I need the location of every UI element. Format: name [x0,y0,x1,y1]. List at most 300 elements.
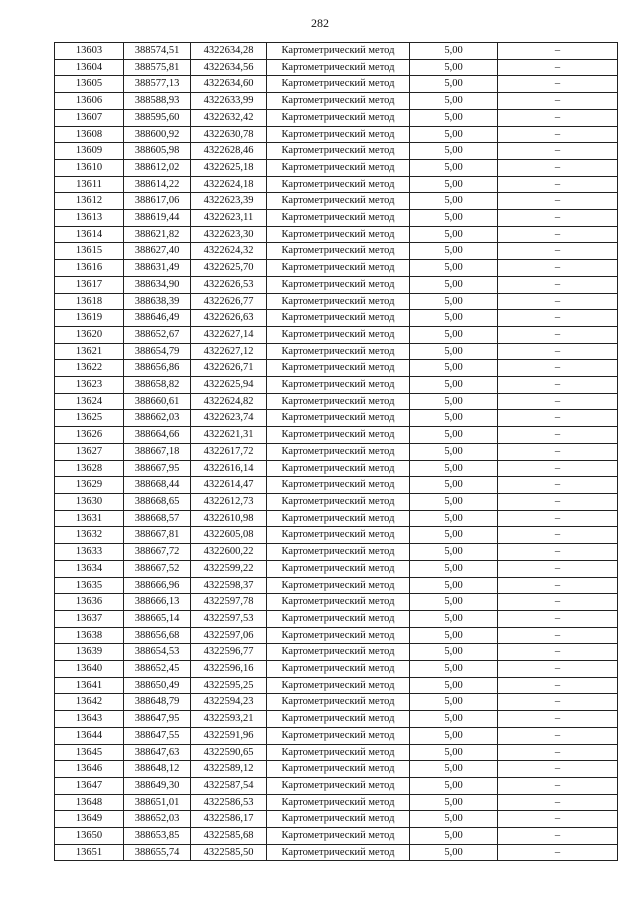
accuracy-cell: 5,00 [410,243,498,260]
point-number-cell: 13627 [55,443,124,460]
description-cell: – [498,694,618,711]
point-number-cell: 13615 [55,243,124,260]
point-number-cell: 13622 [55,360,124,377]
method-cell: Картометрический метод [267,477,410,494]
accuracy-cell: 5,00 [410,744,498,761]
method-cell: Картометрический метод [267,377,410,394]
x-coordinate-cell: 388667,81 [124,527,191,544]
y-coordinate-cell: 4322593,21 [191,711,267,728]
table-row [55,510,618,527]
method-cell: Картометрический метод [267,544,410,561]
method-cell: Картометрический метод [267,610,410,627]
table-row [55,176,618,193]
description-cell: – [498,360,618,377]
accuracy-cell: 5,00 [410,226,498,243]
point-number-cell: 13646 [55,761,124,778]
point-number-cell: 13618 [55,293,124,310]
table-row [55,210,618,227]
accuracy-cell: 5,00 [410,210,498,227]
table-row [55,477,618,494]
description-cell: – [498,610,618,627]
point-number-cell: 13635 [55,577,124,594]
y-coordinate-cell: 4322614,47 [191,477,267,494]
method-cell: Картометрический метод [267,427,410,444]
table-row [55,677,618,694]
x-coordinate-cell: 388627,40 [124,243,191,260]
y-coordinate-cell: 4322596,16 [191,661,267,678]
table-row [55,844,618,861]
y-coordinate-cell: 4322597,78 [191,594,267,611]
accuracy-cell: 5,00 [410,193,498,210]
description-cell: – [498,176,618,193]
table-row [55,427,618,444]
y-coordinate-cell: 4322634,28 [191,43,267,60]
accuracy-cell: 5,00 [410,644,498,661]
description-cell: – [498,443,618,460]
accuracy-cell: 5,00 [410,443,498,460]
method-cell: Картометрический метод [267,343,410,360]
x-coordinate-cell: 388651,01 [124,794,191,811]
table-row [55,627,618,644]
y-coordinate-cell: 4322591,96 [191,727,267,744]
y-coordinate-cell: 4322628,46 [191,143,267,160]
method-cell: Картометрический метод [267,93,410,110]
table-row [55,711,618,728]
point-number-cell: 13626 [55,427,124,444]
description-cell: – [498,510,618,527]
y-coordinate-cell: 4322612,73 [191,493,267,510]
point-number-cell: 13636 [55,594,124,611]
coordinates-table [54,42,618,861]
point-number-cell: 13644 [55,727,124,744]
y-coordinate-cell: 4322595,25 [191,677,267,694]
description-cell: – [498,761,618,778]
point-number-cell: 13632 [55,527,124,544]
description-cell: – [498,677,618,694]
accuracy-cell: 5,00 [410,159,498,176]
y-coordinate-cell: 4322589,12 [191,761,267,778]
method-cell: Картометрический метод [267,43,410,60]
y-coordinate-cell: 4322599,22 [191,560,267,577]
table-row [55,828,618,845]
table-row [55,59,618,76]
description-cell: – [498,343,618,360]
x-coordinate-cell: 388668,65 [124,493,191,510]
x-coordinate-cell: 388667,72 [124,544,191,561]
method-cell: Картометрический метод [267,644,410,661]
x-coordinate-cell: 388652,03 [124,811,191,828]
description-cell: – [498,109,618,126]
description-cell: – [498,193,618,210]
table-row [55,644,618,661]
accuracy-cell: 5,00 [410,260,498,277]
description-cell: – [498,410,618,427]
table-row [55,694,618,711]
method-cell: Картометрический метод [267,577,410,594]
method-cell: Картометрический метод [267,109,410,126]
table-row [55,93,618,110]
y-coordinate-cell: 4322597,06 [191,627,267,644]
point-number-cell: 13614 [55,226,124,243]
point-number-cell: 13641 [55,677,124,694]
point-number-cell: 13621 [55,343,124,360]
y-coordinate-cell: 4322616,14 [191,460,267,477]
table-row [55,43,618,60]
accuracy-cell: 5,00 [410,811,498,828]
table-row [55,109,618,126]
table-row [55,293,618,310]
x-coordinate-cell: 388668,44 [124,477,191,494]
x-coordinate-cell: 388647,55 [124,727,191,744]
accuracy-cell: 5,00 [410,93,498,110]
point-number-cell: 13649 [55,811,124,828]
y-coordinate-cell: 4322590,65 [191,744,267,761]
accuracy-cell: 5,00 [410,544,498,561]
method-cell: Картометрический метод [267,794,410,811]
x-coordinate-cell: 388656,86 [124,360,191,377]
y-coordinate-cell: 4322626,63 [191,310,267,327]
method-cell: Картометрический метод [267,527,410,544]
method-cell: Картометрический метод [267,159,410,176]
point-number-cell: 13606 [55,93,124,110]
description-cell: – [498,210,618,227]
point-number-cell: 13647 [55,777,124,794]
table-row [55,310,618,327]
x-coordinate-cell: 388666,13 [124,594,191,611]
y-coordinate-cell: 4322621,31 [191,427,267,444]
point-number-cell: 13634 [55,560,124,577]
method-cell: Картометрический метод [267,844,410,861]
y-coordinate-cell: 4322626,77 [191,293,267,310]
table-row [55,260,618,277]
table-row [55,276,618,293]
x-coordinate-cell: 388595,60 [124,109,191,126]
description-cell: – [498,377,618,394]
x-coordinate-cell: 388658,82 [124,377,191,394]
y-coordinate-cell: 4322624,32 [191,243,267,260]
point-number-cell: 13629 [55,477,124,494]
x-coordinate-cell: 388605,98 [124,143,191,160]
x-coordinate-cell: 388575,81 [124,59,191,76]
accuracy-cell: 5,00 [410,43,498,60]
table-row [55,360,618,377]
table-row [55,610,618,627]
accuracy-cell: 5,00 [410,794,498,811]
y-coordinate-cell: 4322617,72 [191,443,267,460]
point-number-cell: 13631 [55,510,124,527]
table-row [55,443,618,460]
y-coordinate-cell: 4322585,50 [191,844,267,861]
accuracy-cell: 5,00 [410,326,498,343]
accuracy-cell: 5,00 [410,627,498,644]
description-cell: – [498,644,618,661]
point-number-cell: 13650 [55,828,124,845]
x-coordinate-cell: 388655,74 [124,844,191,861]
accuracy-cell: 5,00 [410,76,498,93]
y-coordinate-cell: 4322625,94 [191,377,267,394]
x-coordinate-cell: 388667,18 [124,443,191,460]
point-number-cell: 13623 [55,377,124,394]
point-number-cell: 13640 [55,661,124,678]
x-coordinate-cell: 388652,45 [124,661,191,678]
description-cell: – [498,427,618,444]
x-coordinate-cell: 388662,03 [124,410,191,427]
y-coordinate-cell: 4322610,98 [191,510,267,527]
point-number-cell: 13607 [55,109,124,126]
x-coordinate-cell: 388667,95 [124,460,191,477]
accuracy-cell: 5,00 [410,527,498,544]
table-row [55,777,618,794]
x-coordinate-cell: 388619,44 [124,210,191,227]
method-cell: Картометрический метод [267,661,410,678]
accuracy-cell: 5,00 [410,109,498,126]
table-row [55,560,618,577]
x-coordinate-cell: 388647,95 [124,711,191,728]
accuracy-cell: 5,00 [410,493,498,510]
description-cell: – [498,260,618,277]
method-cell: Картометрический метод [267,443,410,460]
point-number-cell: 13620 [55,326,124,343]
x-coordinate-cell: 388617,06 [124,193,191,210]
description-cell: – [498,310,618,327]
point-number-cell: 13603 [55,43,124,60]
table-row [55,193,618,210]
x-coordinate-cell: 388654,79 [124,343,191,360]
y-coordinate-cell: 4322598,37 [191,577,267,594]
x-coordinate-cell: 388631,49 [124,260,191,277]
method-cell: Картометрический метод [267,193,410,210]
y-coordinate-cell: 4322632,42 [191,109,267,126]
method-cell: Картометрический метод [267,393,410,410]
table-row [55,377,618,394]
table-row [55,460,618,477]
description-cell: – [498,577,618,594]
method-cell: Картометрический метод [267,510,410,527]
description-cell: – [498,811,618,828]
method-cell: Картометрический метод [267,76,410,93]
table-row [55,577,618,594]
x-coordinate-cell: 388650,49 [124,677,191,694]
y-coordinate-cell: 4322626,71 [191,360,267,377]
point-number-cell: 13628 [55,460,124,477]
method-cell: Картометрический метод [267,410,410,427]
description-cell: – [498,477,618,494]
table-row [55,159,618,176]
description-cell: – [498,460,618,477]
point-number-cell: 13616 [55,260,124,277]
point-number-cell: 13610 [55,159,124,176]
description-cell: – [498,661,618,678]
y-coordinate-cell: 4322596,77 [191,644,267,661]
x-coordinate-cell: 388660,61 [124,393,191,410]
description-cell: – [498,326,618,343]
point-number-cell: 13642 [55,694,124,711]
method-cell: Картометрический метод [267,677,410,694]
accuracy-cell: 5,00 [410,126,498,143]
accuracy-cell: 5,00 [410,477,498,494]
description-cell: – [498,293,618,310]
point-number-cell: 13648 [55,794,124,811]
x-coordinate-cell: 388621,82 [124,226,191,243]
description-cell: – [498,727,618,744]
accuracy-cell: 5,00 [410,711,498,728]
method-cell: Картометрический метод [267,493,410,510]
accuracy-cell: 5,00 [410,677,498,694]
description-cell: – [498,777,618,794]
x-coordinate-cell: 388667,52 [124,560,191,577]
table-row [55,661,618,678]
y-coordinate-cell: 4322597,53 [191,610,267,627]
y-coordinate-cell: 4322624,82 [191,393,267,410]
accuracy-cell: 5,00 [410,694,498,711]
accuracy-cell: 5,00 [410,410,498,427]
table-row [55,326,618,343]
method-cell: Картометрический метод [267,828,410,845]
accuracy-cell: 5,00 [410,427,498,444]
y-coordinate-cell: 4322585,68 [191,828,267,845]
y-coordinate-cell: 4322587,54 [191,777,267,794]
y-coordinate-cell: 4322623,39 [191,193,267,210]
x-coordinate-cell: 388588,93 [124,93,191,110]
description-cell: – [498,43,618,60]
accuracy-cell: 5,00 [410,176,498,193]
method-cell: Картометрический метод [267,627,410,644]
accuracy-cell: 5,00 [410,143,498,160]
x-coordinate-cell: 388638,39 [124,293,191,310]
x-coordinate-cell: 388634,90 [124,276,191,293]
method-cell: Картометрический метод [267,777,410,794]
y-coordinate-cell: 4322623,11 [191,210,267,227]
x-coordinate-cell: 388647,63 [124,744,191,761]
x-coordinate-cell: 388649,30 [124,777,191,794]
description-cell: – [498,393,618,410]
table-row [55,243,618,260]
method-cell: Картометрический метод [267,811,410,828]
description-cell: – [498,711,618,728]
description-cell: – [498,794,618,811]
x-coordinate-cell: 388612,02 [124,159,191,176]
point-number-cell: 13645 [55,744,124,761]
point-number-cell: 13611 [55,176,124,193]
description-cell: – [498,126,618,143]
point-number-cell: 13651 [55,844,124,861]
y-coordinate-cell: 4322634,56 [191,59,267,76]
table-row [55,544,618,561]
method-cell: Картометрический метод [267,226,410,243]
description-cell: – [498,544,618,561]
method-cell: Картометрический метод [267,594,410,611]
point-number-cell: 13633 [55,544,124,561]
accuracy-cell: 5,00 [410,727,498,744]
table-row [55,76,618,93]
method-cell: Картометрический метод [267,711,410,728]
method-cell: Картометрический метод [267,243,410,260]
point-number-cell: 13613 [55,210,124,227]
method-cell: Картометрический метод [267,326,410,343]
y-coordinate-cell: 4322626,53 [191,276,267,293]
accuracy-cell: 5,00 [410,310,498,327]
description-cell: – [498,59,618,76]
method-cell: Картометрический метод [267,761,410,778]
method-cell: Картометрический метод [267,59,410,76]
point-number-cell: 13608 [55,126,124,143]
accuracy-cell: 5,00 [410,594,498,611]
description-cell: – [498,844,618,861]
description-cell: – [498,594,618,611]
point-number-cell: 13612 [55,193,124,210]
x-coordinate-cell: 388664,66 [124,427,191,444]
y-coordinate-cell: 4322600,22 [191,544,267,561]
x-coordinate-cell: 388656,68 [124,627,191,644]
accuracy-cell: 5,00 [410,510,498,527]
method-cell: Картометрический метод [267,260,410,277]
method-cell: Картометрический метод [267,360,410,377]
table-row [55,794,618,811]
description-cell: – [498,159,618,176]
accuracy-cell: 5,00 [410,560,498,577]
method-cell: Картометрический метод [267,143,410,160]
description-cell: – [498,93,618,110]
table-row [55,527,618,544]
method-cell: Картометрический метод [267,744,410,761]
description-cell: – [498,560,618,577]
x-coordinate-cell: 388666,96 [124,577,191,594]
point-number-cell: 13639 [55,644,124,661]
description-cell: – [498,527,618,544]
table-row [55,393,618,410]
table-row [55,143,618,160]
table-row [55,126,618,143]
y-coordinate-cell: 4322630,78 [191,126,267,143]
table-body [55,43,618,861]
accuracy-cell: 5,00 [410,377,498,394]
description-cell: – [498,76,618,93]
point-number-cell: 13604 [55,59,124,76]
point-number-cell: 13643 [55,711,124,728]
y-coordinate-cell: 4322625,70 [191,260,267,277]
y-coordinate-cell: 4322634,60 [191,76,267,93]
x-coordinate-cell: 388574,51 [124,43,191,60]
table-row [55,226,618,243]
accuracy-cell: 5,00 [410,577,498,594]
description-cell: – [498,243,618,260]
point-number-cell: 13605 [55,76,124,93]
table-row [55,811,618,828]
y-coordinate-cell: 4322623,74 [191,410,267,427]
x-coordinate-cell: 388614,22 [124,176,191,193]
method-cell: Картометрический метод [267,210,410,227]
accuracy-cell: 5,00 [410,393,498,410]
accuracy-cell: 5,00 [410,460,498,477]
description-cell: – [498,276,618,293]
point-number-cell: 13638 [55,627,124,644]
description-cell: – [498,143,618,160]
accuracy-cell: 5,00 [410,761,498,778]
point-number-cell: 13619 [55,310,124,327]
y-coordinate-cell: 4322586,53 [191,794,267,811]
accuracy-cell: 5,00 [410,828,498,845]
accuracy-cell: 5,00 [410,59,498,76]
method-cell: Картометрический метод [267,727,410,744]
y-coordinate-cell: 4322627,12 [191,343,267,360]
y-coordinate-cell: 4322605,08 [191,527,267,544]
y-coordinate-cell: 4322623,30 [191,226,267,243]
description-cell: – [498,493,618,510]
table-row [55,727,618,744]
x-coordinate-cell: 388646,49 [124,310,191,327]
accuracy-cell: 5,00 [410,343,498,360]
x-coordinate-cell: 388668,57 [124,510,191,527]
